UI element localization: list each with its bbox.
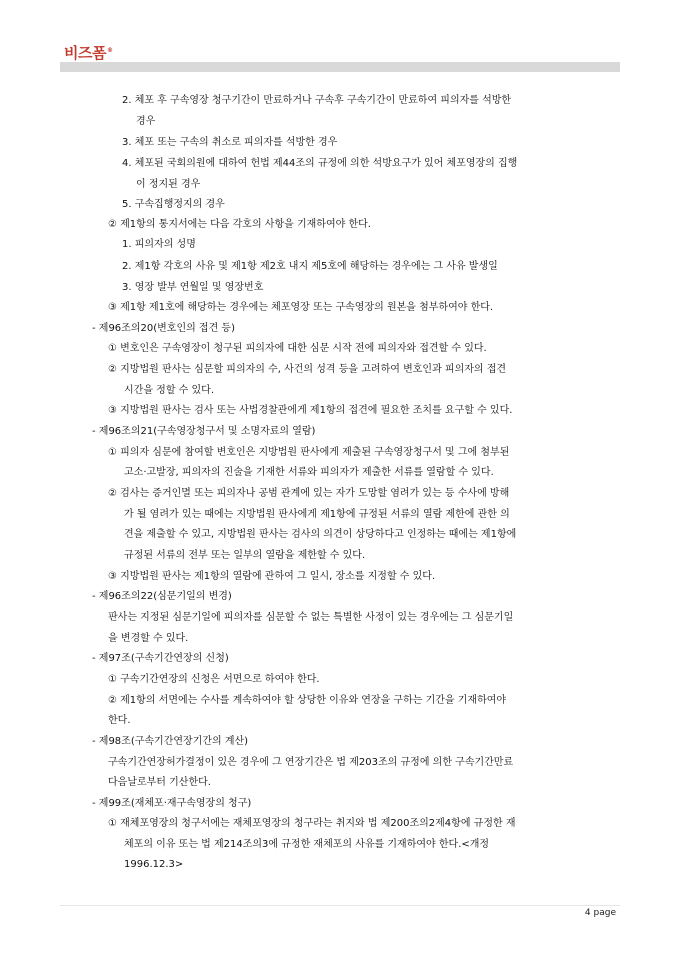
- section-heading: - 제96조의20(변호인의 접견 등): [92, 323, 235, 334]
- text-line: 1996.12.3>: [124, 859, 184, 870]
- text-line: ① 구속기간연장의 신청은 서면으로 하여야 한다.: [108, 674, 320, 685]
- text-line: 가 될 염려가 있는 때에는 지방법원 판사에게 제1항에 규정된 서류의 열람 제한에 관한 의: [124, 509, 510, 520]
- text-line: 체포의 이유 또는 법 제214조의3에 규정한 재체포의 사유를 기재하여야 한다.<개정: [124, 839, 490, 850]
- section-heading: - 제98조(구속기간연장기간의 계산): [92, 736, 249, 747]
- header-bar: [60, 62, 620, 72]
- text-line: 시간을 정할 수 있다.: [124, 385, 214, 396]
- text-line: ② 지방법원 판사는 심문할 피의자의 수, 사건의 성격 등을 고려하여 변호인과 피의자의 접견: [108, 364, 507, 375]
- footer-rule: [60, 905, 620, 906]
- text-line: 판사는 지정된 심문기일에 피의자를 심문할 수 없는 특별한 사정이 있는 경우에는 그 심문기일: [108, 612, 514, 623]
- text-line: 2. 제1항 각호의 사유 및 제1항 제2호 내지 제5호에 해당하는 경우에는 그 사유 발생일: [122, 261, 498, 272]
- text-line: 5. 구속집행정지의 경우: [122, 199, 225, 210]
- text-line: 이 정지된 경우: [136, 179, 201, 190]
- section-heading: - 제96조의21(구속영장청구서 및 소명자료의 열람): [92, 426, 316, 437]
- section-heading: - 제97조(구속기간연장의 신청): [92, 653, 229, 664]
- text-line: ③ 지방법원 판사는 제1항의 열람에 관하여 그 일시, 장소를 지정할 수 있다.: [108, 571, 436, 582]
- text-line: 고소·고발장, 피의자의 진술을 기재한 서류와 피의자가 제출한 서류를 열람할 수 있다.: [124, 467, 494, 478]
- page-number: 4 page: [584, 908, 616, 918]
- bizform-logo: 비즈폼®: [64, 44, 113, 62]
- text-line: 3. 영장 발부 연월일 및 영장번호: [122, 282, 264, 293]
- text-line: 4. 체포된 국회의원에 대하여 헌법 제44조의 규정에 의한 석방요구가 있어 체포영장의 집행: [122, 158, 518, 169]
- text-line: ① 변호인은 구속영장이 청구된 피의자에 대한 심문 시작 전에 피의자와 접견할 수 있다.: [108, 343, 487, 354]
- text-line: ① 피의자 심문에 참여할 변호인은 지방법원 판사에게 제출된 구속영장청구서 및 그에 첨부된: [108, 447, 510, 458]
- text-line: 1. 피의자의 성명: [122, 239, 196, 250]
- text-line: ① 재체포영장의 청구서에는 재체포영장의 청구라는 취지와 법 제200조의2제4항에 규정한 재: [108, 818, 516, 829]
- text-line: ② 검사는 증거인멸 또는 피의자나 공범 관계에 있는 자가 도망할 염려가 있는 등 수사에 방해: [108, 488, 510, 499]
- text-line: 을 변경할 수 있다.: [108, 633, 189, 644]
- text-line: ③ 지방법원 판사는 검사 또는 사법경찰관에게 제1항의 접견에 필요한 조치를 요구할 수 있다.: [108, 405, 513, 416]
- text-line: 구속기간연장허가결정이 있은 경우에 그 연장기간은 법 제203조의 규정에 의한 구속기간만료: [108, 757, 514, 768]
- section-heading: - 제96조의22(심문기일의 변경): [92, 591, 232, 602]
- text-line: ② 제1항의 서면에는 수사를 계속하여야 할 상당한 이유와 연장을 구하는 기간을 기재하여야: [108, 695, 507, 706]
- text-line: 규정된 서류의 전부 또는 일부의 열람을 제한할 수 있다.: [124, 550, 366, 561]
- text-line: ③ 제1항 제1호에 해당하는 경우에는 체포영장 또는 구속영장의 원본을 첨부하여야 한다.: [108, 302, 494, 313]
- text-line: 한다.: [108, 715, 131, 726]
- text-line: ② 제1항의 통지서에는 다음 각호의 사항을 기재하여야 한다.: [108, 219, 371, 230]
- text-line: 경우: [136, 116, 156, 127]
- text-line: 2. 체포 후 구속영장 청구기간이 만료하거나 구속후 구속기간이 만료하여 피의자를 석방한: [122, 95, 512, 106]
- text-line: 3. 체포 또는 구속의 취소로 피의자를 석방한 경우: [122, 137, 338, 148]
- text-line: 견을 제출할 수 있고, 지방법원 판사는 검사의 의견이 상당하다고 인정하는 때에는 제1항에: [124, 529, 517, 540]
- text-line: 다음날로부터 기산한다.: [108, 777, 211, 788]
- section-heading: - 제99조(재체포·재구속영장의 청구): [92, 798, 252, 809]
